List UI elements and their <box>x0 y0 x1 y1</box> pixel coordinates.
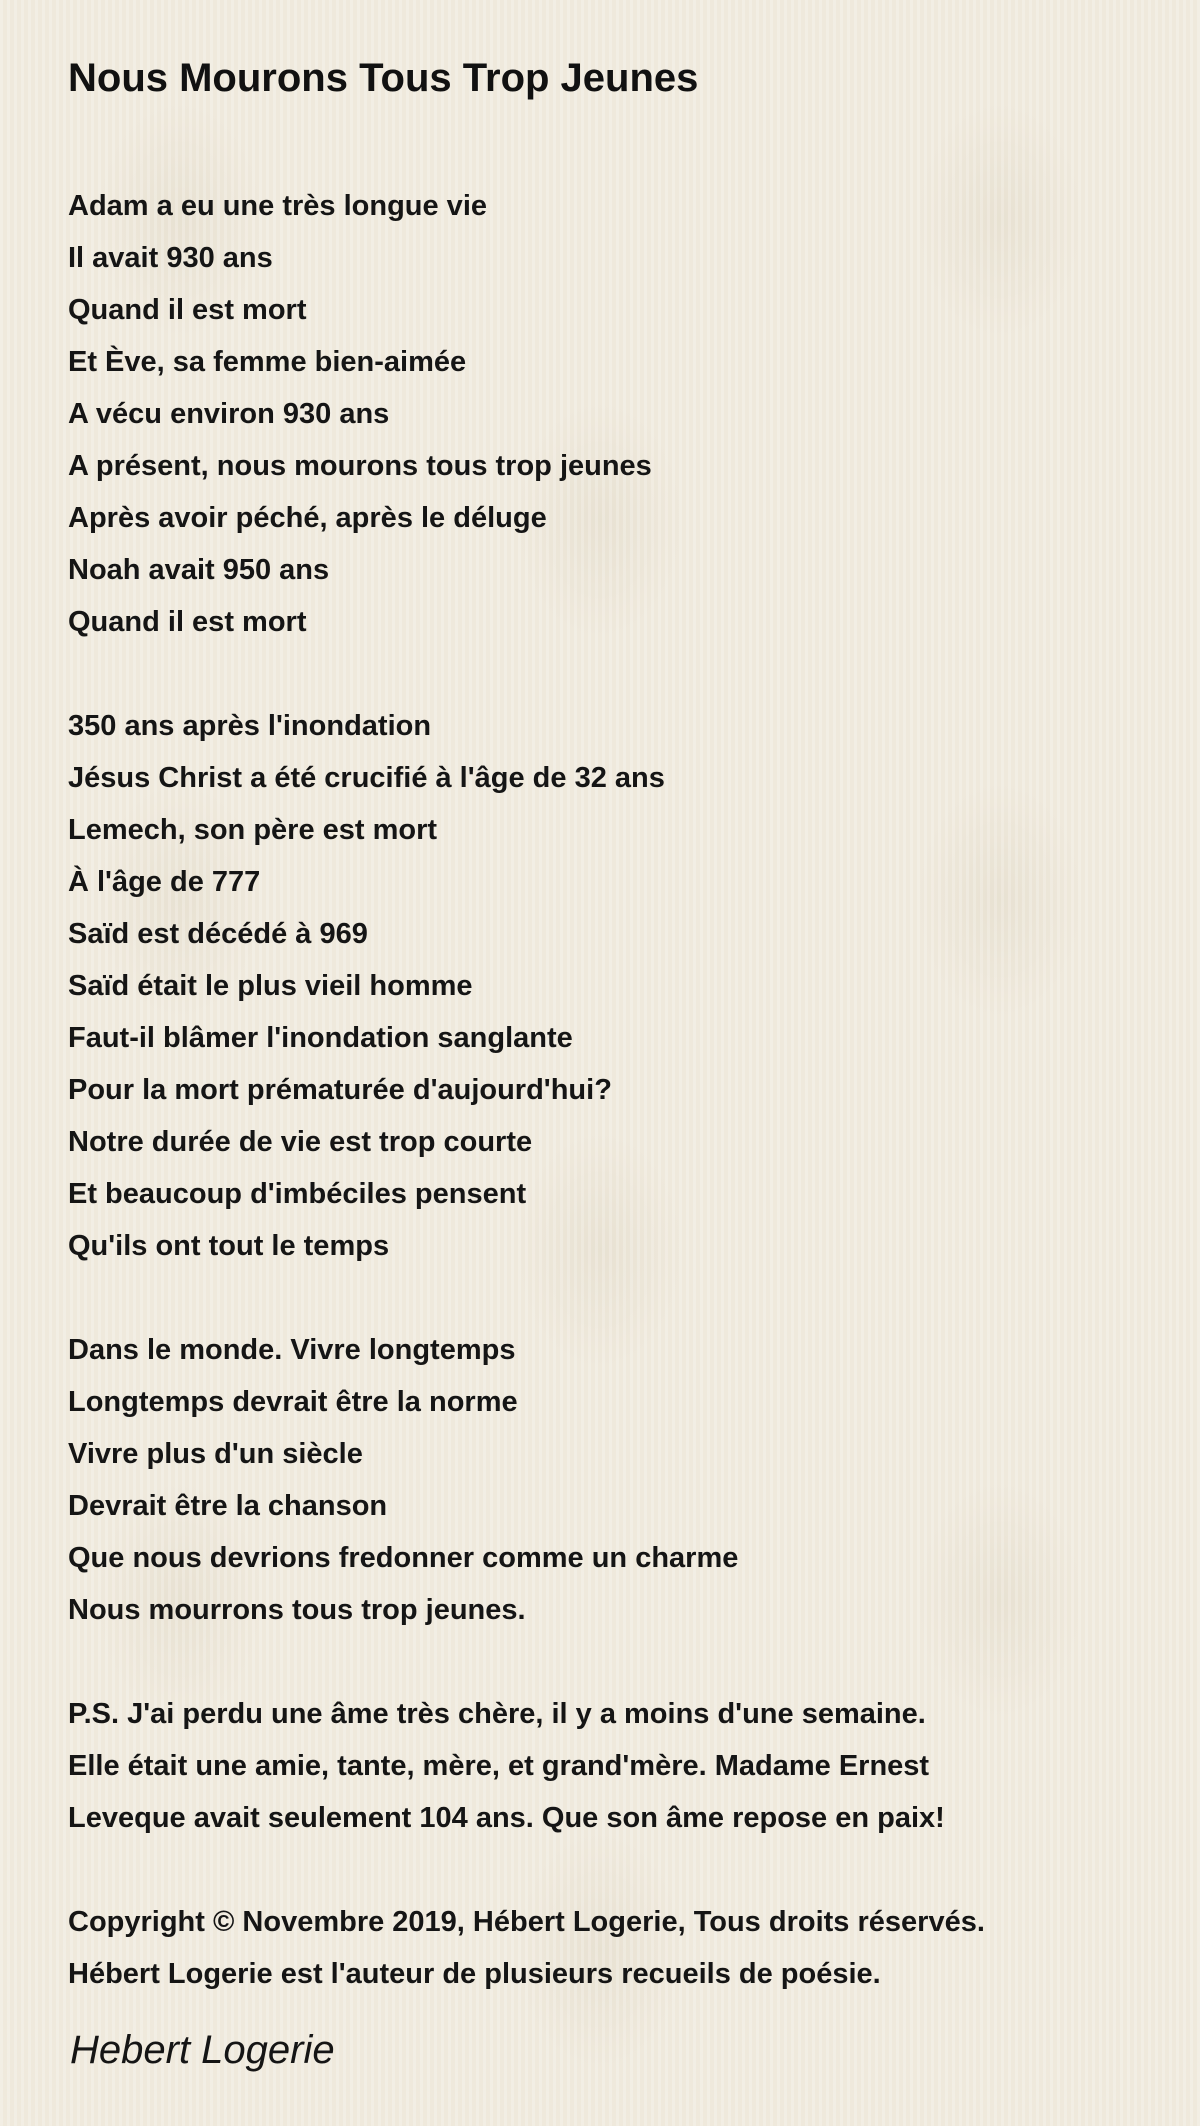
poem-line: Saïd est décédé à 969 <box>68 918 368 950</box>
poem-line: Longtemps devrait être la norme <box>68 1386 518 1418</box>
postscript-line: Elle était une amie, tante, mère, et grand'mère. Madame Ernest <box>68 1750 930 1782</box>
poem-line: A vécu environ 930 ans <box>68 398 390 430</box>
poem-line: Après avoir péché, après le déluge <box>68 502 547 534</box>
poem-line: Lemech, son père est mort <box>68 814 438 846</box>
poem-line: A présent, nous mourons tous trop jeunes <box>68 450 652 482</box>
poem-line: Jésus Christ a été crucifié à l'âge de 32 ans <box>68 762 665 794</box>
author-signature: Hebert Logerie <box>70 2028 335 2072</box>
poem-line: Noah avait 950 ans <box>68 554 330 586</box>
poem-title: Nous Mourons Tous Trop Jeunes <box>68 56 699 100</box>
poem-line: Pour la mort prématurée d'aujourd'hui? <box>68 1074 612 1106</box>
poem-line: 350 ans après l'inondation <box>68 710 432 742</box>
poem-line: Vivre plus d'un siècle <box>68 1438 363 1470</box>
stanza-1 <box>68 180 1168 648</box>
stanza-2 <box>68 700 1168 1272</box>
copyright-line: Copyright © Novembre 2019, Hébert Logerie, Tous droits réservés. <box>68 1906 985 1938</box>
poem-body <box>68 180 1168 2000</box>
poem-line: Et Ève, sa femme bien-aimée <box>68 346 467 378</box>
poem-line: Faut-il blâmer l'inondation sanglante <box>68 1022 573 1054</box>
poem-line: Il avait 930 ans <box>68 242 273 274</box>
poem-line: Notre durée de vie est trop courte <box>68 1126 533 1158</box>
poem-line: Qu'ils ont tout le temps <box>68 1230 390 1262</box>
poem-line: Quand il est mort <box>68 294 307 326</box>
poem-line: Nous mourrons tous trop jeunes. <box>68 1594 526 1626</box>
poem-line: Que nous devrions fredonner comme un charme <box>68 1542 739 1574</box>
poem-content <box>68 48 1168 2052</box>
postscript-line: P.S. J'ai perdu une âme très chère, il y a moins d'une semaine. <box>68 1698 926 1730</box>
postscript-line: Leveque avait seulement 104 ans. Que son âme repose en paix! <box>68 1802 945 1834</box>
copyright-notice <box>68 1896 1168 2000</box>
poem-line: Saïd était le plus vieil homme <box>68 970 473 1002</box>
postscript <box>68 1688 1168 1844</box>
poem-line: Dans le monde. Vivre longtemps <box>68 1334 516 1366</box>
poem-line: Quand il est mort <box>68 606 307 638</box>
copyright-line: Hébert Logerie est l'auteur de plusieurs recueils de poésie. <box>68 1958 881 1990</box>
poem-line: Devrait être la chanson <box>68 1490 388 1522</box>
poem-line: À l'âge de 777 <box>68 866 261 898</box>
stanza-3 <box>68 1324 1168 1636</box>
poem-line: Et beaucoup d'imbéciles pensent <box>68 1178 527 1210</box>
poem-line: Adam a eu une très longue vie <box>68 190 487 222</box>
